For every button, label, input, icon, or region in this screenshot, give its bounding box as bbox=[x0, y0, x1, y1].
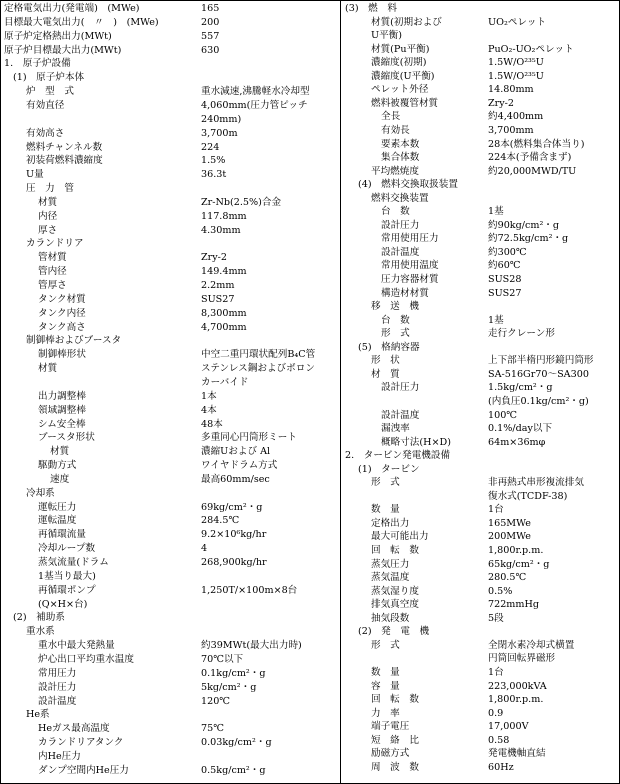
spec-value: Zr-Nb(2.5%)合金 bbox=[201, 196, 282, 208]
spec-value: 223,000kVA bbox=[488, 680, 547, 692]
spec-label: 圧力容器材質 bbox=[381, 274, 439, 285]
spec-value: 75℃ bbox=[201, 723, 224, 735]
spec-value: 1.5kg/cm²・g bbox=[488, 382, 553, 394]
spec-label: 圧 力 管 bbox=[26, 183, 74, 195]
spec-value: 28本(燃料集合体当り) bbox=[488, 138, 585, 150]
spec-label: 濃縮度(U平衡) bbox=[371, 70, 435, 82]
spec-value: 5段 bbox=[488, 612, 504, 624]
spec-value: 1台 bbox=[488, 666, 504, 678]
spec-value: (内負圧0.1kg/cm²・g) bbox=[488, 395, 589, 407]
spec-value: 約4,400mm bbox=[488, 111, 544, 123]
spec-value: 4 bbox=[201, 543, 208, 555]
spec-label: 材質(Pu平衡) bbox=[371, 43, 430, 55]
spec-label: 要素本数 bbox=[381, 138, 420, 150]
spec-value: 全閉水素冷却式横置 bbox=[488, 639, 575, 651]
spec-value: 8,300mm bbox=[201, 307, 247, 319]
spec-value: 1,800r.p.m. bbox=[488, 694, 544, 706]
spec-label: (1) タービン bbox=[358, 463, 420, 475]
spec-value: 3,700mm bbox=[488, 124, 534, 136]
spec-value: 165MWe bbox=[488, 517, 531, 529]
spec-value: ワイヤドラム方式 bbox=[201, 460, 278, 472]
spec-label: 定格電気出力(発電端) (MWe) bbox=[4, 3, 140, 14]
spec-label: 容 量 bbox=[371, 680, 400, 692]
spec-label: 再循環ポンプ bbox=[38, 584, 96, 596]
spec-label: 最大可能出力 bbox=[371, 531, 429, 543]
spec-label: 設計圧力 bbox=[38, 681, 77, 693]
spec-value: 0.58 bbox=[488, 734, 510, 746]
spec-label: 重水系 bbox=[26, 626, 55, 638]
spec-label: 数 量 bbox=[371, 666, 400, 678]
spec-value: UO₂ペレット bbox=[488, 16, 547, 28]
spec-value: 1基 bbox=[488, 314, 504, 326]
spec-label: 常用使用圧力 bbox=[381, 233, 439, 245]
spec-label: ブースタ形状 bbox=[38, 432, 95, 444]
spec-label: 構造材材質 bbox=[381, 287, 429, 299]
spec-label: 設計温度 bbox=[381, 409, 420, 421]
spec-label: 常用圧力 bbox=[38, 667, 77, 679]
spec-value: 重水減速,沸騰軽水冷却型 bbox=[201, 86, 310, 98]
spec-value: 1,800r.p.m. bbox=[488, 545, 544, 556]
spec-value: 48本 bbox=[201, 418, 223, 430]
spec-label: 回 転 数 bbox=[371, 545, 419, 556]
spec-label: 管材質 bbox=[38, 252, 67, 264]
spec-value: 復水式(TCDF-38) bbox=[488, 490, 568, 502]
spec-label: 有効直径 bbox=[26, 99, 65, 111]
spec-value: 100℃ bbox=[488, 409, 518, 421]
spec-value: 1本 bbox=[201, 390, 217, 402]
spec-label: 漏洩率 bbox=[381, 423, 410, 435]
spec-value: 約20,000MWD/TU bbox=[488, 165, 577, 177]
spec-label: カランドリア bbox=[26, 238, 84, 250]
spec-label: 材質 bbox=[38, 363, 58, 375]
spec-label: 1基当り最大) bbox=[38, 570, 96, 582]
spec-value: 284.5℃ bbox=[201, 515, 240, 527]
spec-value: 0.1%/day以下 bbox=[488, 423, 553, 435]
spec-label: 排気真空度 bbox=[371, 599, 419, 611]
spec-value: SUS27 bbox=[488, 287, 522, 299]
spec-label: He系 bbox=[26, 709, 50, 721]
spec-label: 冷却系 bbox=[26, 487, 55, 499]
spec-label: カランドリアタンク bbox=[38, 737, 124, 749]
spec-value: 走行クレーン形 bbox=[488, 328, 555, 340]
spec-label: 原子炉目標最大出力(MWt) bbox=[4, 44, 122, 56]
spec-value: 224 bbox=[201, 141, 220, 153]
spec-label: 初装荷燃料濃縮度 bbox=[26, 155, 103, 167]
spec-label: 1. 原子炉設備 bbox=[4, 58, 71, 70]
spec-label: 形 式 bbox=[371, 477, 400, 489]
spec-label: 材質 bbox=[38, 196, 58, 208]
spec-label: 材質 bbox=[50, 446, 70, 458]
spec-label: ペレット外径 bbox=[371, 84, 429, 96]
spec-label: 常用使用温度 bbox=[381, 260, 439, 272]
spec-value: 557 bbox=[201, 30, 220, 42]
spec-value: 120℃ bbox=[201, 695, 231, 707]
spec-label: 有効高さ bbox=[26, 127, 65, 139]
spec-label: 制御棒およびブースタ bbox=[26, 335, 122, 347]
spec-label: シム安全棒 bbox=[38, 418, 86, 430]
spec-label: 材 質 bbox=[371, 368, 400, 380]
spec-label: (2) 発 電 機 bbox=[358, 626, 430, 638]
spec-value: 1台 bbox=[488, 504, 504, 516]
spec-label: 目標最大電気出力( 〃 ) (MWe) bbox=[4, 16, 159, 28]
spec-value: PuO₂-UO₂ペレット bbox=[488, 43, 574, 55]
spec-label: 内径 bbox=[38, 210, 58, 222]
spec-value: 200 bbox=[201, 16, 220, 28]
spec-label: 運転温度 bbox=[38, 515, 77, 527]
spec-label: 抽気段数 bbox=[371, 612, 410, 624]
spec-value: 69kg/cm²・g bbox=[201, 501, 263, 513]
spec-value: SA-516Gr70～SA300 bbox=[488, 368, 589, 380]
spec-label: 蒸気温度 bbox=[371, 572, 410, 584]
spec-value: 4,060mm(圧力管ピッチ bbox=[201, 99, 308, 111]
spec-value: 濃縮Uおよび Al bbox=[201, 446, 271, 458]
spec-value: 1基 bbox=[488, 206, 504, 218]
spec-value: 165 bbox=[201, 3, 220, 14]
spec-label: 濃縮度(初期) bbox=[371, 57, 427, 69]
spec-label: 概略寸法(H×D) bbox=[381, 436, 451, 448]
spec-label: タンク材質 bbox=[38, 293, 86, 305]
spec-value: 722mmHg bbox=[488, 599, 540, 611]
spec-value: 多重同心円筒形ミート bbox=[201, 432, 297, 444]
spec-value: 1,250T/×100m×8台 bbox=[201, 584, 298, 596]
spec-value: SUS27 bbox=[201, 293, 235, 305]
spec-value: 0.5% bbox=[488, 585, 513, 597]
spec-label: 形 式 bbox=[371, 639, 400, 651]
spec-label: 平均燃焼度 bbox=[371, 165, 419, 177]
spec-label: 数 量 bbox=[371, 504, 400, 516]
spec-label: 設計温度 bbox=[381, 246, 420, 258]
spec-value: 268,900kg/hr bbox=[201, 557, 267, 568]
spec-label: (1) 原子炉本体 bbox=[13, 72, 85, 84]
spec-value: ステンレス鋼およびボロン bbox=[201, 363, 315, 375]
spec-label: 炉 型 式 bbox=[26, 86, 74, 98]
spec-value: 149.4mm bbox=[201, 266, 247, 278]
spec-value: 約90kg/cm²・g bbox=[488, 219, 560, 231]
spec-label: 設計圧力 bbox=[381, 219, 420, 231]
spec-label: 有効長 bbox=[381, 124, 410, 136]
spec-label: 設計温度 bbox=[38, 695, 77, 707]
spec-label: 重水中最大発熱量 bbox=[38, 640, 115, 652]
spec-label: 燃料被覆管材質 bbox=[371, 97, 439, 109]
spec-value: 非再熱式串形複流排気 bbox=[488, 477, 584, 489]
spec-value: 4.30mm bbox=[201, 224, 241, 236]
spec-value: SUS28 bbox=[488, 274, 522, 285]
spec-value: Zry-2 bbox=[488, 97, 515, 109]
spec-value: 0.5kg/cm²・g bbox=[201, 764, 266, 776]
spec-label: タンク内径 bbox=[38, 307, 86, 319]
spec-label: 運転圧力 bbox=[38, 501, 77, 513]
spec-value: 中空二重円環状配列B₄C管 bbox=[201, 349, 316, 361]
spec-value: 36.3t bbox=[201, 169, 227, 181]
spec-label: U平衡) bbox=[371, 30, 403, 42]
spec-label: (Q×H×台) bbox=[38, 598, 88, 610]
spec-value: 3,700m bbox=[201, 127, 238, 139]
spec-label: ダンプ空間内He圧力 bbox=[38, 764, 129, 776]
spec-label: 蒸気湿り度 bbox=[371, 585, 419, 597]
spec-value: 円筒回転界磁形 bbox=[488, 653, 556, 665]
spec-value: 上下部半楕円形鏡円筒形 bbox=[488, 355, 594, 367]
spec-label: 駆動方式 bbox=[38, 460, 77, 472]
spec-label: 励磁方式 bbox=[371, 748, 410, 760]
spec-label: Heガス最高温度 bbox=[38, 723, 110, 735]
spec-value: 630 bbox=[201, 44, 220, 56]
spec-label: タンク高さ bbox=[38, 321, 86, 333]
spec-row bbox=[1, 760, 619, 775]
spec-label: 燃料交換装置 bbox=[371, 192, 429, 204]
spec-value: 2.2mm bbox=[201, 280, 235, 291]
spec-label: 燃料チャンネル数 bbox=[26, 141, 103, 153]
spec-value: 200MWe bbox=[488, 531, 531, 543]
spec-label: 領域調整棒 bbox=[38, 404, 86, 416]
spec-value: 64m×36mφ bbox=[488, 436, 546, 448]
spec-value: Zry-2 bbox=[201, 252, 228, 264]
spec-value: カーバイド bbox=[201, 376, 249, 388]
spec-label: 短 絡 比 bbox=[371, 734, 419, 746]
spec-value: 4,700mm bbox=[201, 321, 247, 333]
spec-value: 14.80mm bbox=[488, 84, 534, 96]
spec-value: 117.8mm bbox=[201, 210, 247, 222]
spec-label: 材質(初期および bbox=[371, 16, 442, 28]
spec-label: 原子炉定格熱出力(MWt) bbox=[4, 30, 112, 42]
spec-value: 0.03kg/cm²・g bbox=[201, 737, 272, 749]
spec-label: 台 数 bbox=[381, 314, 410, 326]
spec-label: U量 bbox=[26, 169, 44, 181]
spec-label: 設計圧力 bbox=[381, 382, 420, 394]
spec-label: 管厚さ bbox=[38, 280, 67, 291]
spec-value: 240mm) bbox=[201, 113, 242, 125]
spec-label: 台 数 bbox=[381, 206, 410, 218]
spec-value: 最高60mm/sec bbox=[201, 473, 270, 485]
spec-value: 17,000V bbox=[488, 721, 529, 733]
spec-label: 速度 bbox=[50, 473, 70, 485]
spec-value: 0.1kg/cm²・g bbox=[201, 667, 266, 679]
spec-label: 冷却ループ数 bbox=[38, 543, 96, 555]
spec-label: 全長 bbox=[381, 111, 401, 123]
spec-value: 1.5% bbox=[201, 155, 226, 167]
spec-value: 0.9 bbox=[488, 707, 504, 719]
spec-label: 形 状 bbox=[371, 355, 400, 367]
spec-label: 端子電圧 bbox=[371, 721, 410, 733]
spec-label: 厚さ bbox=[38, 224, 58, 236]
spec-label: 炉心出口平均重水温度 bbox=[38, 653, 134, 665]
spec-label: (2) 補助系 bbox=[13, 612, 65, 624]
spec-label: 形 式 bbox=[381, 328, 410, 340]
spec-label: 力 率 bbox=[371, 707, 400, 719]
spec-label: 制御棒形状 bbox=[38, 349, 86, 361]
spec-label: 回 転 数 bbox=[371, 694, 419, 706]
spec-value: 60Hz bbox=[488, 761, 514, 773]
spec-label: 管内径 bbox=[38, 266, 67, 278]
spec-label: 周 波 数 bbox=[371, 761, 419, 773]
spec-value: 1.5W/O²³⁵U bbox=[488, 57, 544, 69]
spec-label: 集合体数 bbox=[381, 152, 420, 164]
spec-label: 出力調整棒 bbox=[38, 390, 86, 402]
spec-value: 約60℃ bbox=[488, 260, 521, 272]
spec-label: 移 送 機 bbox=[371, 301, 419, 313]
spec-label: 内He圧力 bbox=[38, 750, 81, 762]
spec-value: 70℃以下 bbox=[201, 653, 244, 665]
spec-value: 発電機軸直結 bbox=[488, 748, 546, 760]
spec-value: 約72.5kg/cm²・g bbox=[488, 233, 569, 245]
spec-value: 224本(予備含まず) bbox=[488, 152, 572, 164]
spec-value: 1.5W/O²³⁵U bbox=[488, 70, 544, 82]
spec-label: 蒸気流量(ドラム bbox=[38, 557, 109, 568]
spec-value: 65kg/cm²・g bbox=[488, 558, 550, 570]
spec-value: 約39MWt(最大出力時) bbox=[201, 640, 302, 652]
spec-label: 再循環流量 bbox=[38, 529, 86, 541]
spec-value: 5kg/cm²・g bbox=[201, 681, 257, 693]
spec-label: (3) 燃 料 bbox=[345, 3, 397, 14]
spec-label: (5) 格納容器 bbox=[358, 341, 420, 353]
spec-value: 280.5℃ bbox=[488, 572, 527, 584]
spec-label: 2. タービン発電機設備 bbox=[345, 450, 451, 462]
spec-value: 9.2×10⁶kg/hr bbox=[201, 529, 267, 541]
spec-label: (4) 燃料交換取扱装置 bbox=[358, 179, 458, 191]
spec-value: 約300℃ bbox=[488, 246, 527, 258]
spec-label: 蒸気圧力 bbox=[371, 558, 410, 570]
spec-value: 4本 bbox=[201, 404, 217, 416]
spec-label: 定格出力 bbox=[371, 517, 410, 529]
